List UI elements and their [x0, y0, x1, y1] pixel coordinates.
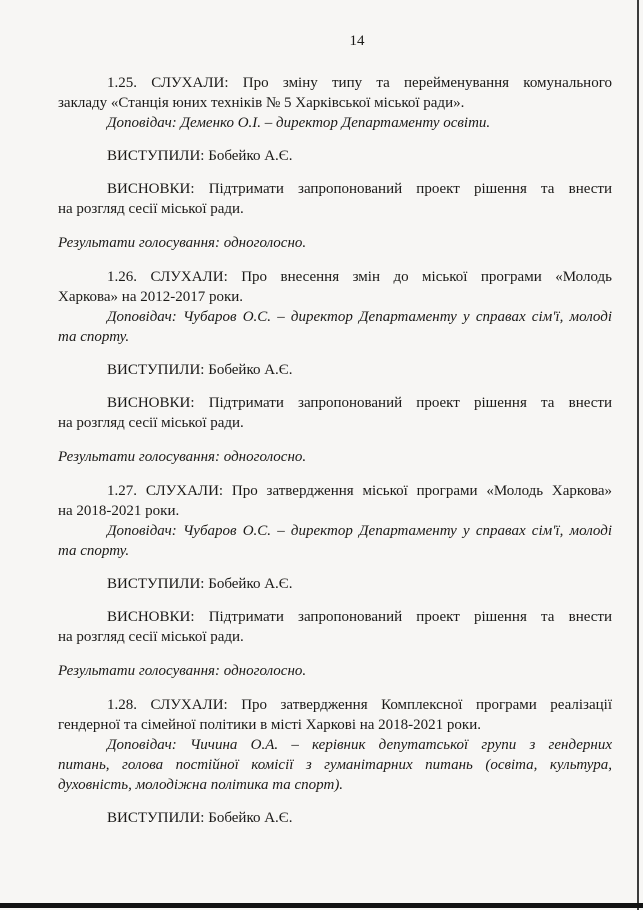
- vysnovky-paragraph: [58, 393, 612, 433]
- text-line: Результати голосування: одноголосно.: [58, 235, 307, 251]
- vysnovky-paragraph: [58, 179, 612, 219]
- vystupyly-paragraph: [58, 808, 612, 828]
- slukhaly-paragraph: [58, 481, 612, 521]
- text-line: 1.27. СЛУХАЛИ: Про затвердження міської програми «Молодь Харкова»: [107, 483, 612, 499]
- text-line: ВИСТУПИЛИ: Бобейко А.Є.: [107, 148, 293, 164]
- text-line: на розгляд сесії міської ради.: [58, 415, 244, 431]
- slukhaly-paragraph: [58, 695, 612, 735]
- vystupyly-paragraph: [58, 146, 612, 166]
- text-line: 1.28. СЛУХАЛИ: Про затвердження Комплексної програми реалізації: [107, 697, 612, 713]
- text-line: духовність, молодіжна політика та спорт).: [58, 777, 344, 793]
- scan-edge-bottom-line: [0, 903, 643, 908]
- text-line: ВИСТУПИЛИ: Бобейко А.Є.: [107, 362, 293, 378]
- text-line: та спорту.: [58, 543, 130, 559]
- text-line: ВИСНОВКИ: Підтримати запропонований проект рішення та внести: [107, 181, 612, 197]
- dopovidach-paragraph: [58, 735, 612, 795]
- text-line: гендерної та сімейної політики в місті Харкові на 2018-2021 роки.: [58, 717, 481, 733]
- page-number: 14: [349, 33, 365, 49]
- text-line: Харкова» на 2012-2017 роки.: [58, 289, 244, 305]
- text-line: ВИСНОВКИ: Підтримати запропонований проект рішення та внести: [107, 609, 612, 625]
- agenda-item-1-25: [58, 73, 612, 253]
- text-line: Доповідач: Деменко О.І. – директор Департаменту освіти.: [107, 115, 491, 131]
- agenda-item-1-28: [58, 695, 612, 828]
- text-line: Доповідач: Чичина О.А. – керівник депутатської групи з гендерних: [107, 737, 612, 753]
- text-line: ВИСТУПИЛИ: Бобейко А.Є.: [107, 576, 293, 592]
- text-line: ВИСНОВКИ: Підтримати запропонований проект рішення та внести: [107, 395, 612, 411]
- dopovidach-paragraph: [58, 113, 612, 133]
- text-line: ВИСТУПИЛИ: Бобейко А.Є.: [107, 810, 293, 826]
- text-line: Результати голосування: одноголосно.: [58, 663, 307, 679]
- vystupyly-paragraph: [58, 574, 612, 594]
- scan-edge-right-line: [637, 0, 639, 910]
- text-line: на розгляд сесії міської ради.: [58, 201, 244, 217]
- text-line: на 2018-2021 роки.: [58, 503, 180, 519]
- rezultaty-paragraph: [58, 447, 612, 467]
- text-line: та спорту.: [58, 329, 130, 345]
- rezultaty-paragraph: [58, 233, 612, 253]
- page-content: [58, 0, 612, 828]
- text-line: Доповідач: Чубаров О.С. – директор Департаменту у справах сім'ї, молоді: [107, 309, 612, 325]
- dopovidach-paragraph: [58, 307, 612, 347]
- slukhaly-paragraph: [58, 267, 612, 307]
- text-line: Доповідач: Чубаров О.С. – директор Департаменту у справах сім'ї, молоді: [107, 523, 612, 539]
- agenda-item-1-26: [58, 267, 612, 467]
- text-line: Результати голосування: одноголосно.: [58, 449, 307, 465]
- agenda-item-1-27: [58, 481, 612, 681]
- slukhaly-paragraph: [58, 73, 612, 113]
- dopovidach-paragraph: [58, 521, 612, 561]
- vysnovky-paragraph: [58, 607, 612, 647]
- text-line: питань, голова постійної комісії з гуманітарних питань (освіта, культура,: [58, 757, 612, 773]
- text-line: 1.26. СЛУХАЛИ: Про внесення змін до міської програми «Молодь: [107, 269, 612, 285]
- text-line: закладу «Станція юних техніків № 5 Харківської міської ради».: [58, 95, 465, 111]
- text-line: на розгляд сесії міської ради.: [58, 629, 244, 645]
- rezultaty-paragraph: [58, 661, 612, 681]
- vystupyly-paragraph: [58, 360, 612, 380]
- text-line: 1.25. СЛУХАЛИ: Про зміну типу та перейменування комунального: [107, 75, 612, 91]
